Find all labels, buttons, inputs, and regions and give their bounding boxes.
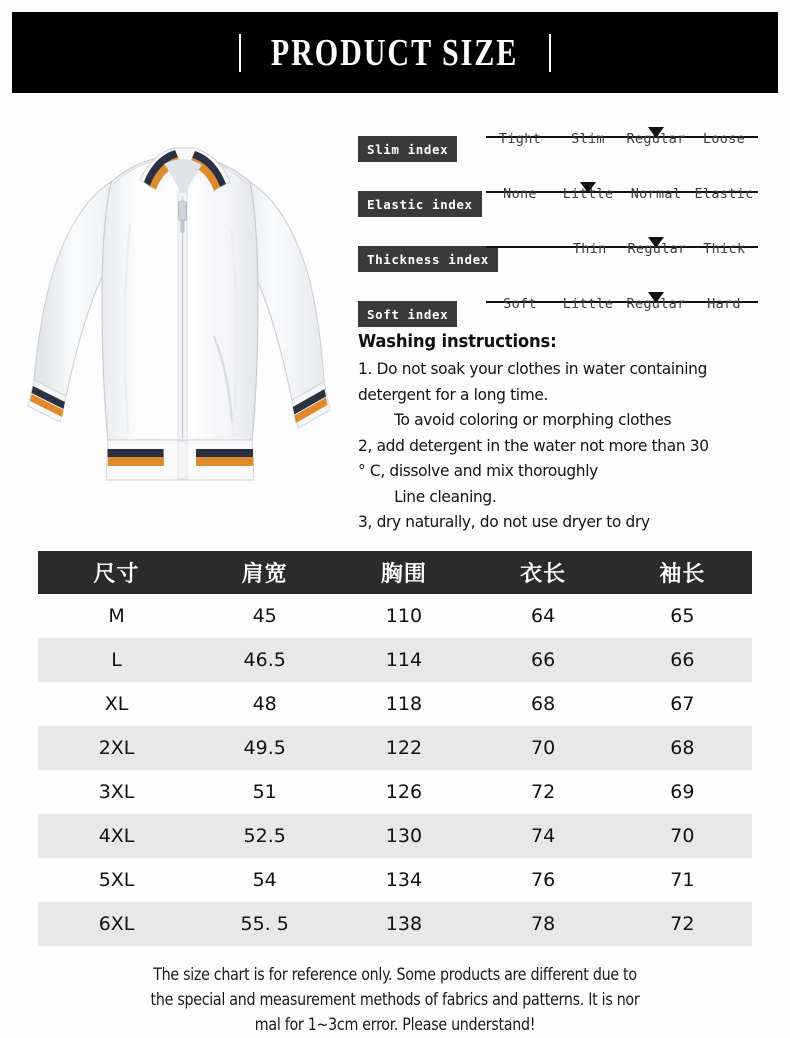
index-option-normal[interactable]: Normal [630,186,682,202]
page-header-banner [12,12,778,93]
index-option-hard[interactable]: Hard [707,296,741,312]
cell-sleeve: 66 [613,638,752,682]
index-row-slim [358,124,758,179]
cell-shoulder: 51 [195,770,334,814]
cell-size: 4XL [38,814,195,858]
cell-chest: 110 [334,594,473,638]
cell-sleeve: 72 [613,902,752,946]
index-options-soft [486,296,758,312]
index-option-soft[interactable]: Soft [503,296,537,312]
index-option-thick[interactable]: Thick [703,241,746,257]
jacket-hem-band [106,440,254,480]
cell-length: 72 [474,770,613,814]
cell-shoulder: 48 [195,682,334,726]
disclaimer-line: The size chart is for reference only. Some products are different due to [153,965,637,984]
index-option-regular-thickness[interactable]: Regular [627,241,687,257]
cell-size: L [38,638,195,682]
index-option-loose[interactable]: Loose [702,131,746,147]
washing-line: Line cleaning. [394,486,497,506]
washing-line: 1. Do not soak your clothes in water containing [358,359,708,378]
product-image-jacket [18,104,348,536]
table-row [38,682,752,726]
washing-line: detergent for a long time. [358,384,549,404]
disclaimer-line: mal for 1~3cm error. Please understand! [254,1015,536,1034]
cell-sleeve: 70 [613,814,752,858]
index-options-thickness [556,241,758,257]
column-header-chest: 胸围 [334,551,473,594]
cell-sleeve: 71 [613,858,752,902]
index-option-little[interactable]: Little [562,186,614,202]
cell-shoulder: 49.5 [195,726,334,770]
cell-chest: 118 [334,682,473,726]
size-table-header [38,551,752,594]
cell-sleeve: 68 [613,726,752,770]
size-table-body [38,594,752,946]
index-option-tight[interactable]: Tight [498,131,542,147]
index-option-none[interactable]: None [503,186,537,202]
cell-shoulder: 45 [195,594,334,638]
column-header-shoulder: 肩宽 [195,551,334,594]
cell-size: M [38,594,195,638]
table-row [38,858,752,902]
cell-sleeve: 67 [613,682,752,726]
banner-divider-left [239,34,241,72]
washing-line: ° C, dissolve and mix thoroughly [358,461,598,480]
cell-shoulder: 54 [195,858,334,902]
cell-chest: 134 [334,858,473,902]
index-label-thickness: Thickness index [358,246,498,272]
washing-line: To avoid coloring or morphing clothes [394,410,672,429]
table-row [38,594,752,638]
washing-line: 3, dry naturally, do not use dryer to dry [358,512,650,531]
cell-size: 2XL [38,726,195,770]
index-option-regular-soft[interactable]: Regular [626,296,686,312]
cell-length: 66 [474,638,613,682]
cell-chest: 138 [334,902,473,946]
cell-sleeve: 69 [613,770,752,814]
column-header-length: 衣长 [474,551,613,594]
index-option-little-soft[interactable]: Little [562,296,614,312]
column-header-size: 尺寸 [38,551,195,594]
cell-sleeve: 65 [613,594,752,638]
column-header-sleeve: 袖长 [613,551,752,594]
table-row [38,770,752,814]
cell-size: 3XL [38,770,195,814]
index-label-slim: Slim index [358,136,457,162]
index-label-elastic: Elastic index [358,191,482,217]
size-chart-table [38,551,752,946]
cell-size: 5XL [38,858,195,902]
cell-length: 70 [474,726,613,770]
washing-instructions-block [358,332,762,535]
cell-length: 74 [474,814,613,858]
cell-size: XL [38,682,195,726]
cell-chest: 130 [334,814,473,858]
index-row-elastic [358,179,758,234]
index-options-elastic [486,186,758,202]
cell-length: 64 [474,594,613,638]
cell-length: 76 [474,858,613,902]
index-row-thickness [358,234,758,289]
size-chart-disclaimer [33,962,757,1037]
table-row [38,902,752,946]
index-option-thin[interactable]: Thin [572,241,607,257]
index-option-regular[interactable]: Regular [626,131,686,147]
table-row [38,638,752,682]
table-row [38,726,752,770]
table-row [38,814,752,858]
index-option-elastic[interactable]: Elastic [694,186,754,202]
cell-chest: 122 [334,726,473,770]
index-bars-group [358,124,758,344]
cell-chest: 126 [334,770,473,814]
cell-shoulder: 55. 5 [195,902,334,946]
index-option-slim[interactable]: Slim [571,131,605,147]
index-label-soft: Soft index [358,301,457,327]
cell-length: 68 [474,682,613,726]
cell-size: 6XL [38,902,195,946]
disclaimer-line: the special and measurement methods of fabrics and patterns. It is nor [150,990,640,1009]
banner-divider-right [549,34,551,72]
washing-instructions-title: Washing instructions: [358,332,557,352]
cell-shoulder: 52.5 [195,814,334,858]
table-header-row [38,551,752,594]
cell-length: 78 [474,902,613,946]
cell-shoulder: 46.5 [195,638,334,682]
cell-chest: 114 [334,638,473,682]
index-options-slim [486,131,758,147]
page-title: PRODUCT SIZE [271,30,519,74]
washing-line: 2, add detergent in the water not more than 30 [358,435,709,455]
